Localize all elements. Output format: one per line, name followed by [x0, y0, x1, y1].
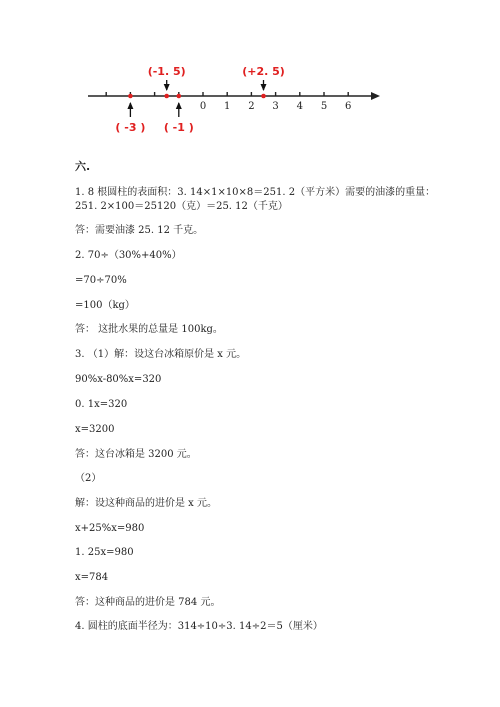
- solution-line: 答：需要油漆 25. 12 千克。: [75, 225, 204, 236]
- tick-label: 1: [224, 101, 231, 112]
- solution-line: x=3200: [75, 424, 115, 435]
- solution-line: 90%x-80%x=320: [75, 374, 162, 385]
- solution-line: 答：这种商品的进价是 784 元。: [75, 597, 221, 608]
- section-title: 六.: [75, 160, 91, 173]
- solution-line: （2）: [75, 473, 102, 484]
- marked-point: [261, 94, 266, 99]
- solution-line: x=784: [75, 572, 109, 583]
- label-above: (+2. 5): [242, 65, 285, 78]
- solution-line: 4. 圆柱的底面半径为：314÷10÷3. 14÷2＝5（厘米）: [75, 621, 323, 632]
- solution-line: 251. 2×100＝25120（克）＝25. 12（千克）: [75, 201, 288, 212]
- tick-label: 4: [296, 101, 303, 112]
- label-above: (-1. 5): [147, 65, 186, 78]
- solution-line: 答：这台冰箱是 3200 元。: [75, 449, 197, 460]
- tick-label: 2: [248, 101, 255, 112]
- solution-line: x+25%x=980: [75, 523, 145, 534]
- marked-point: [128, 94, 133, 99]
- number-line-figure: [0, 0, 500, 150]
- label-below: ( -1 ): [163, 121, 194, 134]
- tick-label: 3: [272, 101, 279, 112]
- solution-line: 1. 25x=980: [75, 547, 134, 558]
- arrow-head-icon: [261, 84, 267, 91]
- solution-line: 3. （1）解：设这台冰箱原价是 x 元。: [75, 349, 247, 360]
- tick-label: 6: [345, 101, 352, 112]
- solution-line: 0. 1x=320: [75, 399, 128, 410]
- arrow-head-icon: [127, 102, 133, 109]
- marked-point: [177, 94, 182, 99]
- solution-line: 解：设这种商品的进价是 x 元。: [75, 498, 217, 509]
- tick-label: 0: [199, 101, 207, 112]
- axis-arrow-icon: [371, 92, 380, 100]
- label-below: ( -3 ): [115, 121, 146, 134]
- arrow-head-icon: [176, 102, 182, 109]
- solution-line: =100（kg）: [75, 300, 135, 311]
- solution-line: 答： 这批水果的总量是 100kg。: [75, 324, 223, 335]
- arrow-head-icon: [164, 84, 170, 91]
- marked-point: [164, 94, 169, 99]
- solution-line: =70÷70%: [75, 275, 127, 286]
- solution-line: 1. 8 根圆柱的表面积：3. 14×1×10×8＝251. 2（平方米）需要的油漆的重量：: [75, 187, 436, 198]
- tick-label: 5: [320, 101, 328, 112]
- solution-line: 2. 70÷（30%+40%）: [75, 250, 182, 261]
